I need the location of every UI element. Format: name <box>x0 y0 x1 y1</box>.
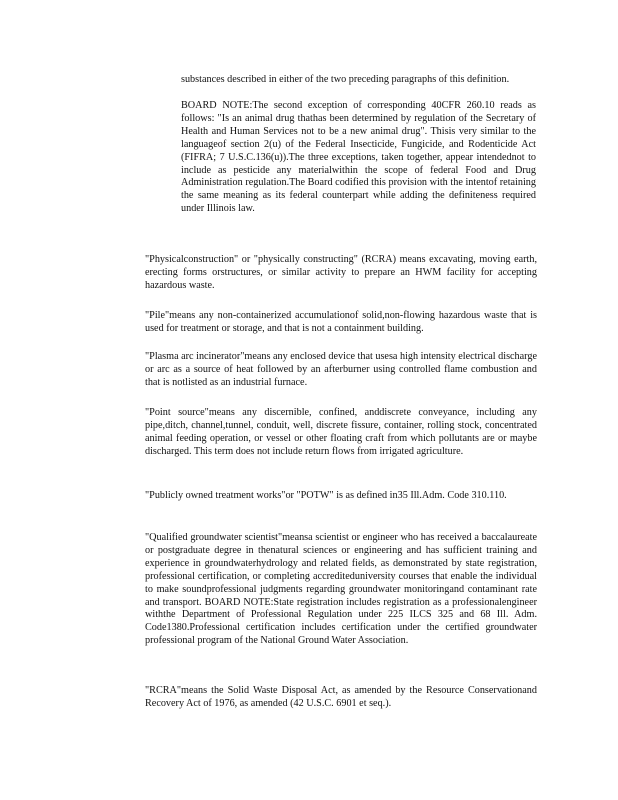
definition-rcra: "RCRA"means the Solid Waste Disposal Act, as amended by the Resource Conservationand Recovery Act of 1976, as amended (42 U.S.C. 6901 et seq.). <box>145 685 537 709</box>
definition-potw: "Publicly owned treatment works"or "POTW" is as defined in35 Ill.Adm. Code 310.110. <box>145 490 507 501</box>
definition-pile: "Pile"means any non-containerized accumulationof solid,non-flowing hazardous waste that is used for treatment or storage, and that is not a containment building. <box>145 310 537 334</box>
definition-physical-construction: "Physicalconstruction" or "physically constructing" (RCRA) means excavating, moving earth, erecting forms orstructures, or similar activity to prepare an HWM facility for accepting hazardous waste. <box>145 254 537 291</box>
definition-qualified-groundwater-scientist: "Qualified groundwater scientist"meansa scientist or engineer who has received a baccalaureate or postgraduate degree in thenatural sciences or engineering and has sufficient training and experience in groundwaterhydrology and related fields, as demonstrated by state registration, professional certification, or completing accrediteduniversity courses that enable the individual to make soundprofessional judgments regarding groundwater monitoringand contaminant rate and transport. BOARD NOTE:State registration includes registration as a professionalengineer withthe Department of Professional Regulation under 225 ILCS 325 and 68 Ill. Adm. Code1380.Professional certification includes certification under the certified groundwater professional program of the National Ground Water Association. <box>145 532 537 647</box>
board-note-pesticide: BOARD NOTE:The second exception of corresponding 40CFR 260.10 reads as follows: "Is an animal drug thathas been determined by regulation of the Secretary of Health and Human Services not to be a new animal drug". Thisis very similar to the languageof section 2(u) of the Federal Insecticide, Fungicide, and Rodenticide Act (FIFRA; 7 U.S.C.136(u)).The three exceptions, taken together, appear intendednot to include as pesticide any materialwithin the scope of federal Food and Drug Administration regulation.The Board codified this provision with the intentof retaining the same meaning as its federal counterpart while adding the definiteness required under Illinois law. <box>181 100 536 215</box>
paragraph-definition-continuation: substances described in either of the two preceding paragraphs of this definition. <box>181 74 510 85</box>
definition-point-source: "Point source"means any discernible, confined, anddiscrete conveyance, including any pipe,ditch, channel,tunnel, conduit, well, discrete fissure, container, rolling stock, concentrated animal feeding operation, or vessel or other floating craft from which pollutants are or maybe discharged. This term does not include return flows from irrigated agriculture. <box>145 407 537 457</box>
definition-plasma-arc-incinerator: "Plasma arc incinerator"means any enclosed device that usesa high intensity electrical discharge or arc as a source of heat followed by an afterburner using controlled flame combustion and that is notlisted as an industrial furnace. <box>145 351 537 388</box>
